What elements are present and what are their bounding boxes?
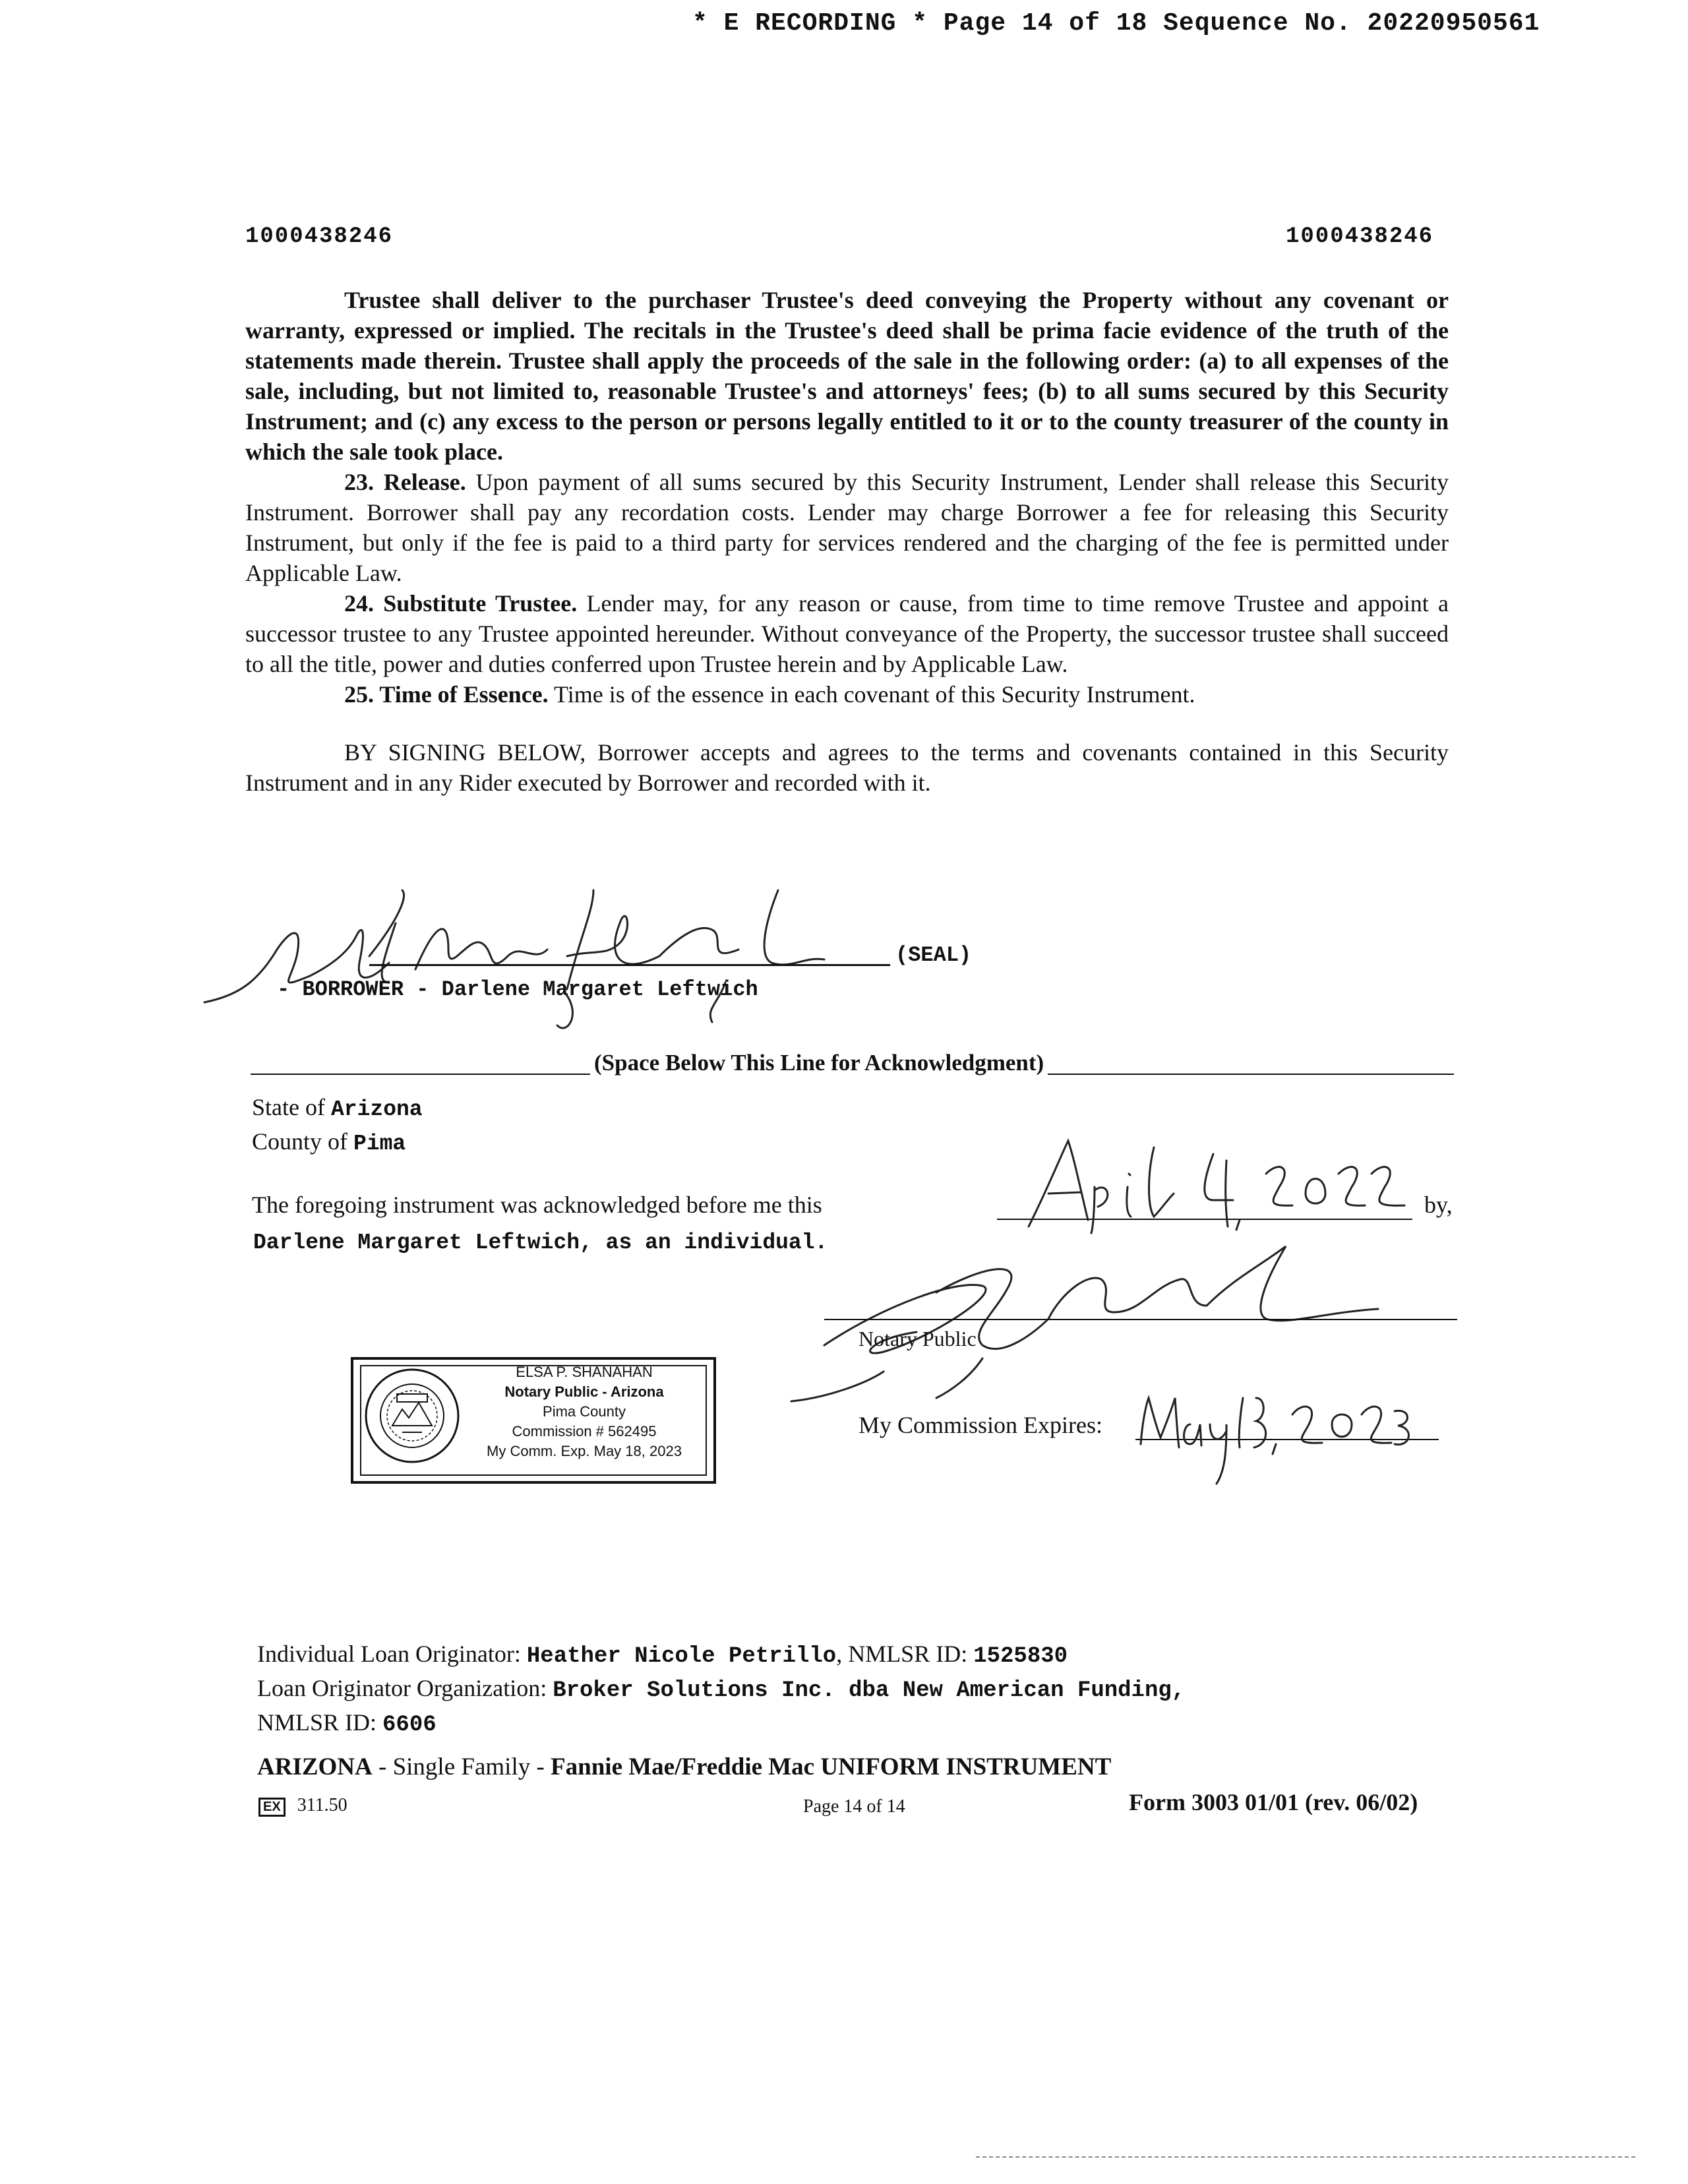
notary-stamp-county: Pima County [543, 1403, 626, 1420]
paragraph-24 [245, 588, 1449, 679]
notary-stamp [351, 1357, 716, 1484]
document-body [245, 285, 1449, 798]
individual-originator-id: 1525830 [973, 1644, 1068, 1669]
footer-instrument: Fannie Mae/Freddie Mac UNIFORM INSTRUMENT [551, 1753, 1112, 1780]
seal-label: (SEAL) [895, 943, 972, 967]
originator-organization-label: Loan Originator Organization: [257, 1675, 553, 1701]
state-line [252, 1093, 423, 1122]
county-line [252, 1128, 406, 1156]
arizona-state-seal-icon [363, 1366, 462, 1465]
notary-stamp-expiration: My Comm. Exp. May 18, 2023 [487, 1443, 682, 1459]
borrower-name-line: - BORROWER - Darlene Margaret Leftwich [277, 977, 758, 1002]
individual-originator-name: Heather Nicole Petrillo [526, 1644, 837, 1669]
county-value: Pima [353, 1132, 406, 1156]
paragraph-24-text: Lender may, for any reason or cause, from time to time remove Trustee and appoint a successor trustee to any Trustee appointed hereunder. Without conveyance of the Property, the successor trustee shall succeed to all the title, power and duties conferred upon Trustee herein and by Applicable Law. [245, 590, 1449, 677]
individual-originator-line [257, 1638, 1464, 1672]
paragraph-25-text: Time is of the essence in each covenant of this Security Instrument. [548, 681, 1195, 708]
originator-organization-name: Broker Solutions Inc. dba New American Funding, [553, 1678, 1186, 1703]
notary-stamp-title: Notary Public - Arizona [504, 1383, 664, 1400]
individual-originator-label: Individual Loan Originator: [257, 1641, 527, 1667]
paragraph-25-heading: 25. Time of Essence. [344, 681, 549, 708]
paragraph-23-heading: 23. Release. [344, 469, 466, 495]
county-label: County of [252, 1128, 354, 1155]
notary-signature-line [824, 1319, 1457, 1320]
originator-organization-line [257, 1672, 1464, 1707]
notary-stamp-text [466, 1362, 703, 1461]
signature-line [369, 964, 890, 966]
loan-number-right: 1000438246 [1286, 224, 1434, 249]
by-text: by, [1424, 1192, 1453, 1218]
acknowledged-party: Darlene Margaret Leftwich, as an individual. [253, 1230, 828, 1255]
paragraph-23-text: Upon payment of all sums secured by this Security Instrument, Lender shall release this Security Instrument. Borrower shall pay any recordation costs. Lender may charge Borrower a fee for releasing this Security Instrument, but only if the fee is paid to a third party for services rendered and the charging of the fee is permitted under Applicable Law. [245, 469, 1449, 586]
footer-family: - Single Family - [372, 1753, 551, 1780]
borrower-signature [198, 884, 844, 1035]
notary-stamp-commission: Commission # 562495 [512, 1423, 657, 1440]
notary-public-label: Notary Public [859, 1327, 977, 1350]
commission-expires-label: My Commission Expires: [859, 1412, 1103, 1438]
originator-organization-id-line [257, 1707, 1464, 1741]
paragraph-22-continued: Trustee shall deliver to the purchaser Trustee's deed conveying the Property without any covenant or warranty, expressed or implied. The recitals in the Trustee's deed shall be prima facie evidence of the truth of the statements made therein. Trustee shall apply the proceeds of the sale in the following order: (a) to all expenses of the sale, including, but not limited to, reasonable Trustee's and attorneys' fees; (b) to all sums secured by this Security Instrument; and (c) any excess to the person or persons legally entitled to it or to the county treasurer of the county in which the sale took place. [245, 287, 1449, 465]
acknowledgment-divider-text: (Space Below This Line for Acknowledgment) [590, 1050, 1048, 1076]
recording-header: * E RECORDING * Page 14 of 18 Sequence No. 20220950561 [692, 9, 1540, 38]
form-code-box: EX [258, 1798, 286, 1817]
loan-number-left: 1000438246 [245, 224, 394, 249]
state-value: Arizona [330, 1097, 423, 1122]
footer-title [257, 1753, 1111, 1781]
signing-statement: BY SIGNING BELOW, Borrower accepts and agrees to the terms and covenants contained in this Security Instrument and in any Rider executed by Borrower and recorded with it. [245, 739, 1449, 796]
state-label: State of [252, 1094, 331, 1120]
foregoing-statement: The foregoing instrument was acknowledged before me this [252, 1192, 822, 1218]
paragraph-23 [245, 467, 1449, 588]
originator-organization-id-label: NMLSR ID: [257, 1709, 383, 1736]
handwritten-ack-date [1015, 1134, 1424, 1233]
footer-state: ARIZONA [257, 1753, 373, 1780]
paragraph-24-heading: 24. Substitute Trustee. [344, 590, 578, 617]
notary-stamp-name: ELSA P. SHANAHAN [516, 1364, 653, 1380]
handwritten-commission-expires [1134, 1385, 1411, 1490]
footer-page-number: Page 14 of 14 [803, 1796, 905, 1817]
footer-form-number: Form 3003 01/01 (rev. 06/02) [1129, 1789, 1418, 1815]
form-code: 311.50 [297, 1795, 347, 1815]
originator-organization-id: 6606 [382, 1713, 437, 1738]
paragraph-25 [245, 679, 1449, 710]
loan-originator-info [257, 1638, 1464, 1741]
footer-code [258, 1795, 347, 1817]
scan-artifact-divider [976, 2156, 1635, 2158]
individual-originator-id-label: , NMLSR ID: [836, 1641, 974, 1667]
